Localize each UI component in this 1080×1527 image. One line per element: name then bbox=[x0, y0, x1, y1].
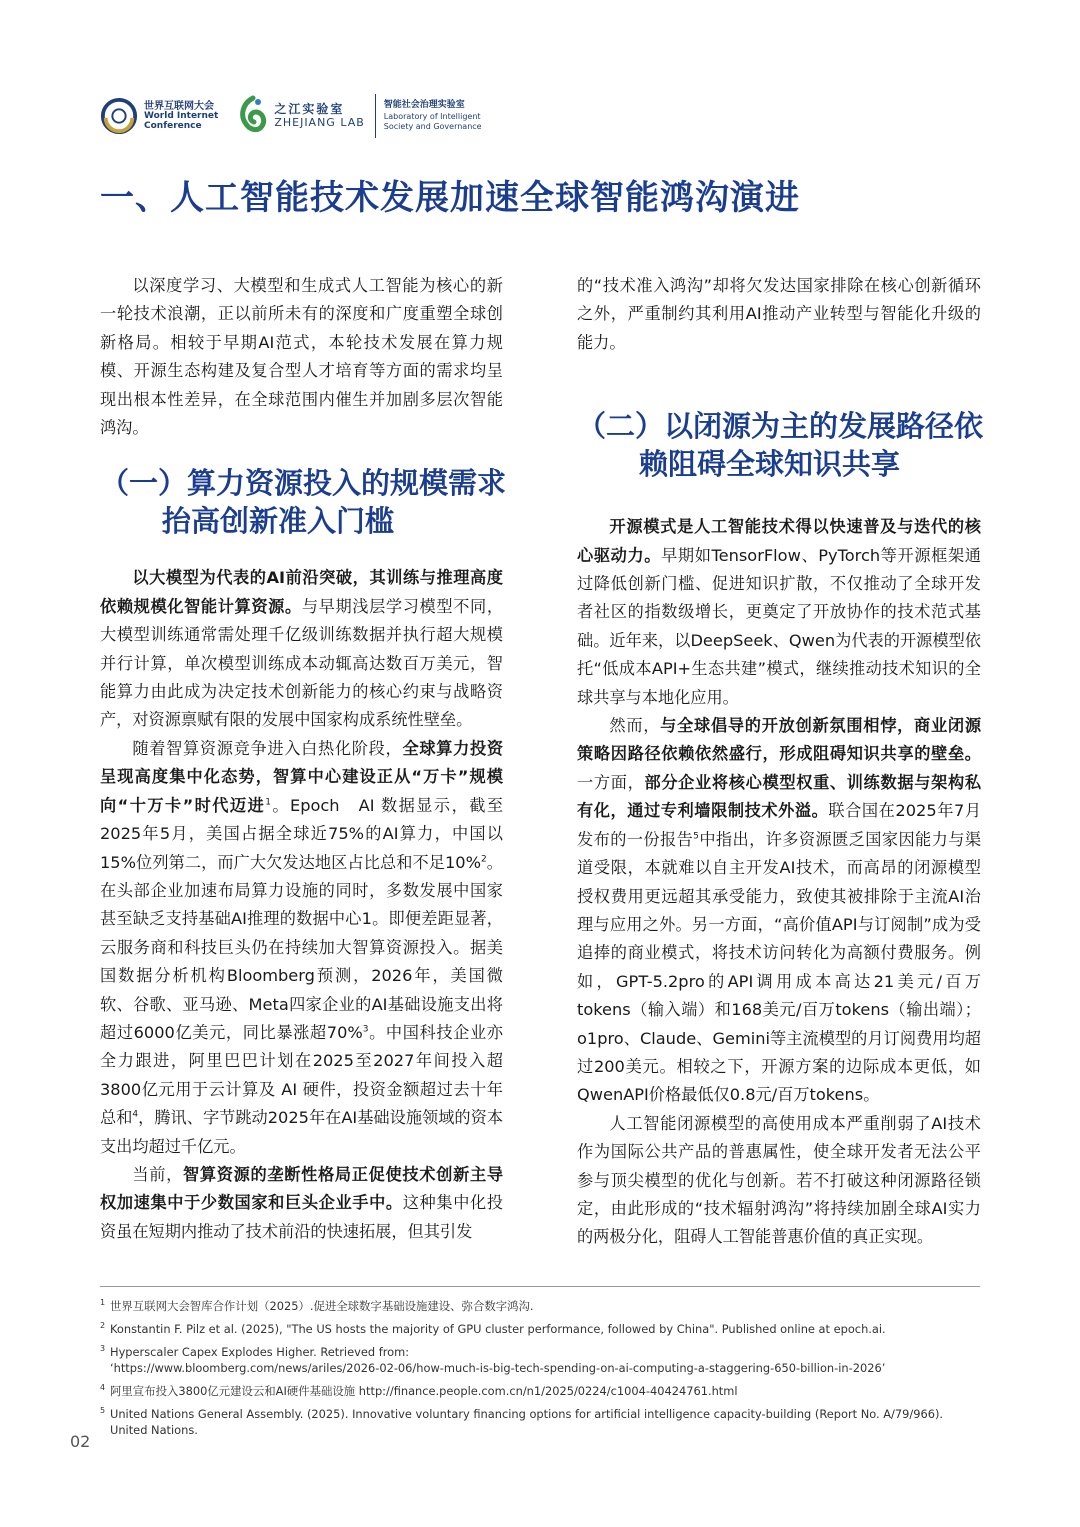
intro-paragraph: 以深度学习、大模型和生成式人工智能为核心的新一轮技术浪潮，正以前所未有的深度和广度重塑全球创新格局。相较于早期AI范式，本轮技术发展在算力规模、开源生态构建及复合型人才培育等方面的需求均呈现出根本性差异，在全球范围内催生并加剧多层次智能鸿沟。 bbox=[100, 276, 503, 438]
body-text: ，腾讯、字节跳动2025年在AI基础设施领域的资本支出均超过千亿元。 bbox=[100, 1108, 504, 1156]
footnotes bbox=[100, 1298, 980, 1445]
emphasis-text: 开源模式是人工智能技术得以快速普及与迭代的核心驱动力。 bbox=[577, 517, 981, 565]
footnote-number: 3 bbox=[100, 1344, 106, 1353]
footnote-text: 世界互联网大会智库合作计划（2025）.促进全球数字基础设施建设、弥合数字鸿沟. bbox=[110, 1299, 534, 1313]
body-text: 与早期浅层学习模型不同，大模型训练通常需处理千亿级训练数据并执行超大规模并行计算，单次模型训练成本动辄高达数百万美元，智能算力由此成为决定技术创新能力的核心约束与战略资产，对资源禀赋有限的发展中国家构成系统性壁垒。 bbox=[100, 596, 504, 730]
footnote-text: 阿里宣布投入3800亿元建设云和AI硬件基础设施 http://finance.people.com.cn/n1/2025/0224/c1004-40424761.html bbox=[110, 1384, 738, 1398]
section-1-title-line-1: （一）算力资源投入的规模需求 bbox=[100, 466, 507, 501]
footnote-ref[interactable]: 5 bbox=[693, 831, 699, 842]
footnote-ref[interactable]: 3 bbox=[362, 1024, 369, 1035]
footnote-4 bbox=[100, 1383, 980, 1399]
emphasis-text: 部分企业将核心模型权重、训练数据与架构私有化，通过专利墙限制技术外溢。 bbox=[577, 772, 982, 821]
left-column bbox=[100, 272, 507, 1246]
section-2-title-line-2: 赖阻碍全球知识共享 bbox=[639, 447, 901, 482]
zhejiang-lab-name-en: ZHEJIANG LAB bbox=[274, 115, 365, 129]
section-1-title bbox=[100, 464, 507, 540]
governance-lab-name bbox=[384, 100, 482, 131]
body-text: 当前， bbox=[132, 1164, 184, 1184]
footnote-text: United Nations. bbox=[110, 1423, 198, 1437]
wic-name-en-2: Conference bbox=[144, 120, 202, 131]
page-title: 一、人工智能技术发展加速全球智能鸿沟演进 bbox=[100, 178, 800, 218]
footnote-text: United Nations General Assembly. (2025). Innovative voluntary financing options for artificial intelligence capacity-building (Report No. A/79/966). bbox=[110, 1407, 944, 1421]
governance-lab-name-cn: 智能社会治理实验室 bbox=[383, 100, 465, 111]
wic-name-en-1: World Internet bbox=[144, 110, 219, 121]
body-text: 这种集中化投资虽在短期内推动了技术前沿的快速拓展，但其引发 bbox=[100, 1193, 504, 1241]
wic-emblem-icon bbox=[100, 97, 138, 135]
emphasis-text: 与全球倡导的开放创新氛围相悖，商业闭源策略因路径依赖依然盛行，形成阻碍知识共享的壁垒。 bbox=[577, 716, 982, 764]
zhejiang-lab-logo bbox=[236, 94, 364, 138]
emphasis-text: 全球算力投资呈现高度集中化态势，智算中心建设正从“万卡”规模向“十万卡”时代迈进 bbox=[100, 738, 504, 815]
footnote-2 bbox=[100, 1321, 980, 1337]
zhejiang-lab-emblem-icon bbox=[236, 94, 270, 138]
section-1-paragraph-1 bbox=[100, 564, 503, 734]
page-number: 02 bbox=[70, 1432, 91, 1451]
right-column bbox=[577, 272, 984, 1252]
footnote-divider bbox=[100, 1286, 980, 1287]
section-2-paragraph-2 bbox=[577, 712, 981, 1110]
footnote-3 bbox=[100, 1344, 980, 1376]
body-text: 。中国科技企业亦全力跟进，阿里巴巴计划在2025至2027年间投入超3800亿元用于云计算及 AI 硬件，投资金额超过去十年总和 bbox=[100, 1022, 503, 1128]
governance-lab-name-en-1: Laboratory of Intelligent bbox=[383, 111, 481, 121]
body-text: 早期如TensorFlow、PyTorch等开源框架通过降低创新门槛、促进知识扩散，不仅推动了全球开发者社区的指数级增长，更奠定了开放协作的技术范式基础。近年来，以DeepSeek、Qwen为代表的开源模型依托“低成本API+生态共建”模式，继续推动技术知识的全球共享与本地化应用。 bbox=[577, 545, 981, 707]
continued-paragraph: 的“技术准入鸿沟”却将欠发达国家排除在核心创新循环之外，严重制约其利用AI推动产业转型与智能化升级的能力。 bbox=[577, 276, 981, 352]
section-1-paragraph-2 bbox=[100, 735, 503, 1161]
header-logos bbox=[100, 88, 482, 144]
body-text: 随着智算资源竞争进入白热化阶段， bbox=[132, 738, 403, 758]
body-text: 联合国在2025年7月发布的一份报告 bbox=[577, 801, 982, 849]
footnote-ref[interactable]: 4 bbox=[132, 1109, 139, 1120]
footnote-5 bbox=[100, 1406, 980, 1438]
body-text: 。在头部企业加速布局算力设施的同时，多数发展中国家甚至缺乏支持基础AI推理的数据中心1。即便差距显著，云服务商和科技巨头仍在持续加大智算资源投入。据美国数据分析机构Bloomberg预测，2026年，美国微软、谷歌、亚马逊、Meta四家企业的AI基础设施支出将超过6000亿美元，同比暴涨超70% bbox=[100, 852, 503, 1042]
footnote-ref[interactable]: 1 bbox=[265, 797, 271, 808]
emphasis-text: 智算资源的垄断性格局正促使技术创新主导权加速集中于少数国家和巨头企业手中。 bbox=[100, 1164, 504, 1213]
body-text: 。Epoch AI 数据显示，截至2025年5月，美国占据全球近75%的AI算力，中国以15%位列第二，而广大欠发达地区占比总和不足10% bbox=[100, 795, 504, 872]
wic-name-cn: 世界互联网大会 bbox=[144, 100, 214, 112]
section-2-paragraph-3: 人工智能闭源模型的高使用成本严重削弱了AI技术作为国际公共产品的普惠属性，使全球开发者无法公平参与顶尖模型的优化与创新。若不打破这种闭源路径锁定，由此形成的“技术辐射鸿沟”将持续加剧全球AI实力的两极分化，阻碍人工智能普惠价值的真正实现。 bbox=[577, 1113, 981, 1247]
footnote-ref[interactable]: 2 bbox=[481, 854, 487, 865]
section-2-paragraph-1 bbox=[577, 513, 981, 712]
logo-divider bbox=[375, 94, 376, 138]
governance-lab-name-en-2: Society and Governance bbox=[383, 121, 482, 131]
footnote-number: 5 bbox=[100, 1406, 106, 1415]
footnote-number: 2 bbox=[100, 1321, 106, 1330]
section-1-paragraph-3 bbox=[100, 1161, 503, 1246]
zhejiang-lab-name-cn: 之江实验室 bbox=[274, 101, 345, 116]
body-text: 中指出，许多资源匮乏国家因能力与渠道受限，本就难以自主开发AI技术，而高昂的闭源模型授权费用更远超其承受能力，致使其被排除于主流AI治理与应用之外。另一方面，“高价值API与订阅制”成为受追捧的商业模式，将技术访问转化为高额付费服务。例如，GPT-5.2pro的API调用成本高达21美元/百万tokens（输入端）和168美元/百万tokens（输出端）；o1pro、Claude、Gemini等主流模型的月订阅费用均超过200美元。相较之下，开源方案的边际成本更低，如QwenAPI价格最低仅0.8元/百万tokens。 bbox=[577, 829, 982, 1105]
section-1-title-line-2: 抬高创新准入门槛 bbox=[162, 504, 395, 539]
footnote-text: Hyperscaler Capex Explodes Higher. Retrieved from: bbox=[110, 1345, 410, 1359]
footnote-number: 1 bbox=[100, 1298, 106, 1307]
body-text: 一方面， bbox=[577, 772, 645, 792]
section-2-title bbox=[577, 407, 984, 483]
footnote-1 bbox=[100, 1298, 980, 1314]
section-2-title-line-1: （二）以闭源为主的发展路径依 bbox=[577, 409, 984, 444]
footnote-text: Konstantin F. Pilz et al. (2025), "The US hosts the majority of GPU cluster performance, followed by China". Published online at epoch.ai. bbox=[110, 1322, 886, 1336]
body-text: 然而， bbox=[609, 716, 661, 736]
footnote-link[interactable]: ‘https://www.bloomberg.com/news/ariles/2026-02-06/how-much-is-big-tech-spending-on-ai-computing-a-staggering-650-billion-in-2026’ bbox=[110, 1361, 886, 1375]
wic-logo bbox=[100, 97, 218, 135]
emphasis-text: 以大模型为代表的AI前沿突破，其训练与推理高度依赖规模化智能计算资源。 bbox=[100, 568, 503, 616]
footnote-number: 4 bbox=[100, 1383, 106, 1392]
